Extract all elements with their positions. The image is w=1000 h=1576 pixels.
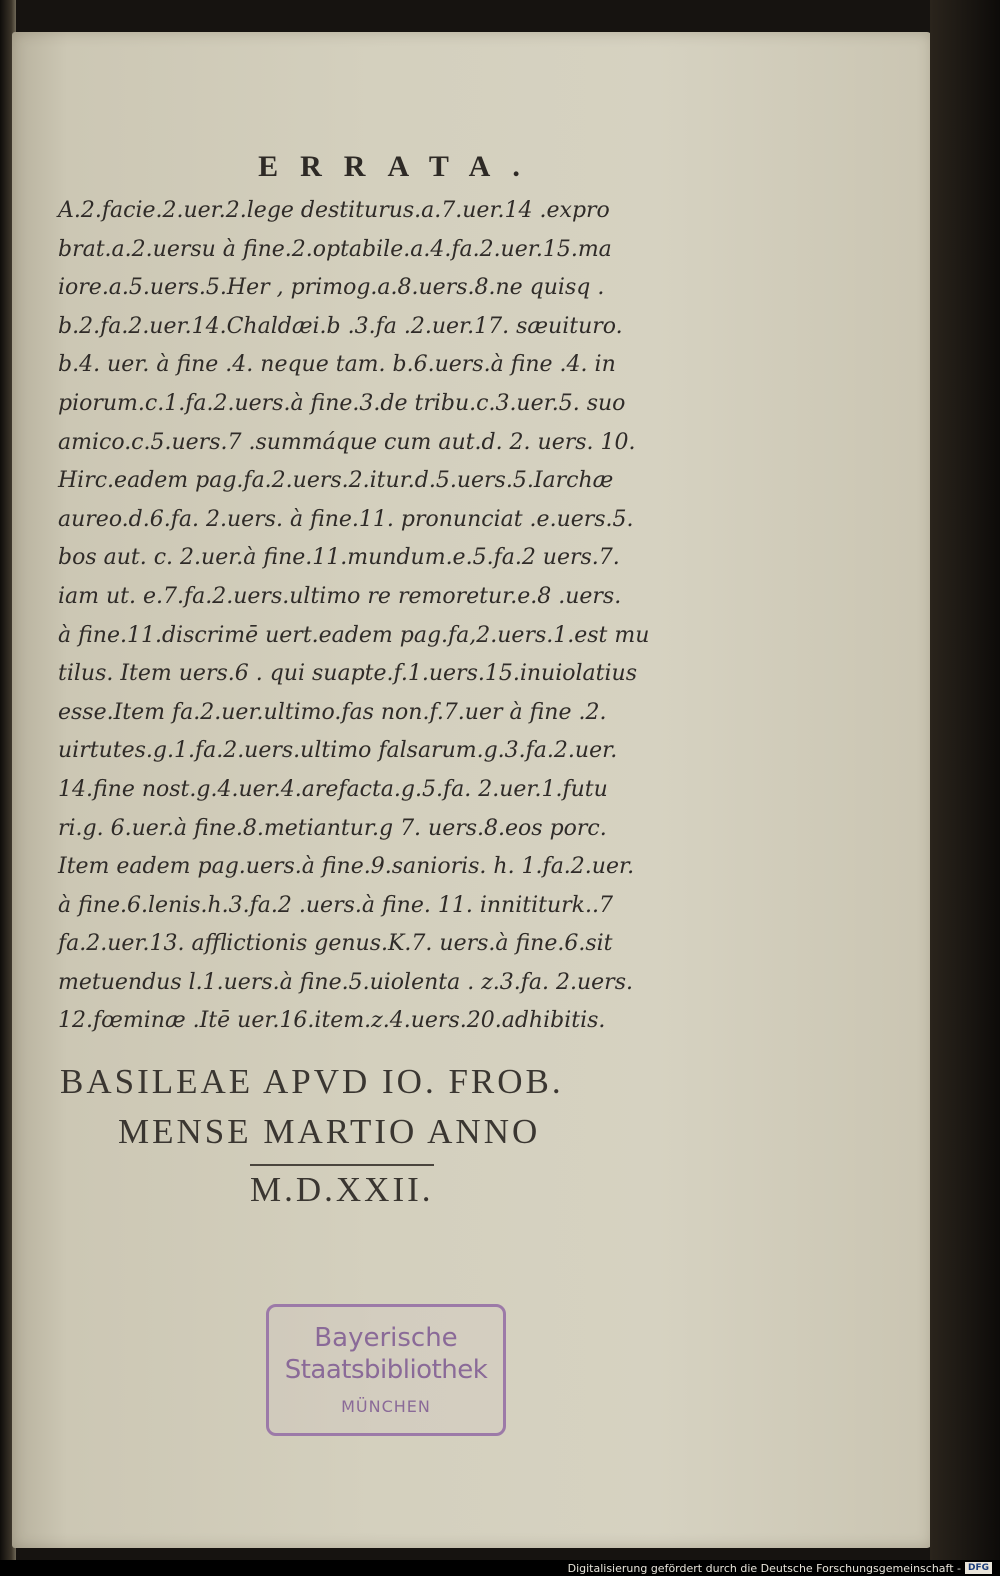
- errata-text-block: [58, 192, 698, 1041]
- errata-line: à fine.11.discrimē uert.eadem pag.fa,2.uers.1.est mu: [58, 622, 650, 648]
- page-background-right: [930, 0, 1000, 1560]
- library-stamp: [266, 1304, 506, 1436]
- errata-line: b.2.fa.2.uer.14.Chaldæi.b .3.fa .2.uer.17. sæuituro.: [58, 313, 623, 339]
- errata-line: ri.g. 6.uer.à fine.8.metiantur.g 7. uers.8.eos porc.: [58, 815, 607, 841]
- errata-line: iore.a.5.uers.5.Her , primog.a.8.uers.8.ne quisq .: [58, 275, 605, 301]
- errata-line: uirtutes.g.1.fa.2.uers.ultimo falsarum.g.3.fa.2.uer.: [58, 738, 618, 764]
- stamp-line-3: MÜNCHEN: [341, 1397, 431, 1416]
- credit-text: Digitalisierung gefördert durch die Deutsche Forschungsgemeinschaft -: [567, 1561, 961, 1575]
- stamp-line-1: Bayerische: [314, 1323, 458, 1353]
- errata-line: metuendus l.1.uers.à fine.5.uiolenta . z.3.fa. 2.uers.: [58, 969, 633, 995]
- imprint-line-month: MENSE MARTIO ANNO: [118, 1112, 541, 1151]
- imprint-line-place: BASILEAE APVD IO. FROB.: [60, 1062, 564, 1101]
- errata-line: amico.c.5.uers.7 .summáque cum aut.d. 2. uers. 10.: [58, 429, 636, 455]
- errata-line: aureo.d.6.fa. 2.uers. à fine.11. pronunciat .e.uers.5.: [58, 506, 634, 532]
- errata-line: b.4. uer. à fine .4. neque tam. b.6.uers.à fine .4. in: [58, 352, 616, 378]
- errata-line: 12.fœminæ .Itē uer.16.item.z.4.uers.20.adhibitis.: [58, 1008, 606, 1034]
- errata-line: tilus. Item uers.6 . qui suapte.f.1.uers.15.inuiolatius: [58, 661, 637, 687]
- errata-line: Hirc.eadem pag.fa.2.uers.2.itur.d.5.uers.5.Iarchæ: [58, 468, 614, 494]
- errata-line: A.2.facie.2.uer.2.lege destiturus.a.7.uer.14 .expro: [58, 198, 610, 223]
- stamp-line-2: Staatsbibliothek: [284, 1355, 488, 1385]
- errata-line: bos aut. c. 2.uer.à fine.11.mundum.e.5.fa.2 uers.7.: [58, 545, 620, 571]
- errata-line: à fine.6.lenis.h.3.fa.2 .uers.à fine. 11. innititurk..7: [58, 892, 613, 918]
- errata-line: fa.2.uer.13. afflictionis genus.K.7. uers.à fine.6.sit: [58, 931, 613, 957]
- dfg-logo-icon: DFG: [965, 1562, 992, 1574]
- errata-line: piorum.c.1.fa.2.uers.à fine.3.de tribu.c.3.uer.5. suo: [58, 390, 626, 416]
- page-heading: ERRATA.: [258, 150, 542, 183]
- imprint-line-year: M.D.XXII.: [250, 1164, 434, 1210]
- errata-line: brat.a.2.uersu à fine.2.optabile.a.4.fa.2.uer.15.ma: [58, 236, 612, 262]
- digitization-credit: [568, 1560, 992, 1576]
- errata-line: Item eadem pag.uers.à fine.9.sanioris. h. 1.fa.2.uer.: [58, 854, 635, 880]
- errata-line: esse.Item fa.2.uer.ultimo.fas non.f.7.uer à fine .2.: [58, 699, 607, 725]
- errata-line: 14.fine nost.g.4.uer.4.arefacta.g.5.fa. 2.uer.1.futu: [58, 776, 608, 802]
- errata-line: iam ut. e.7.fa.2.uers.ultimo re remoretur.e.8 .uers.: [58, 583, 622, 609]
